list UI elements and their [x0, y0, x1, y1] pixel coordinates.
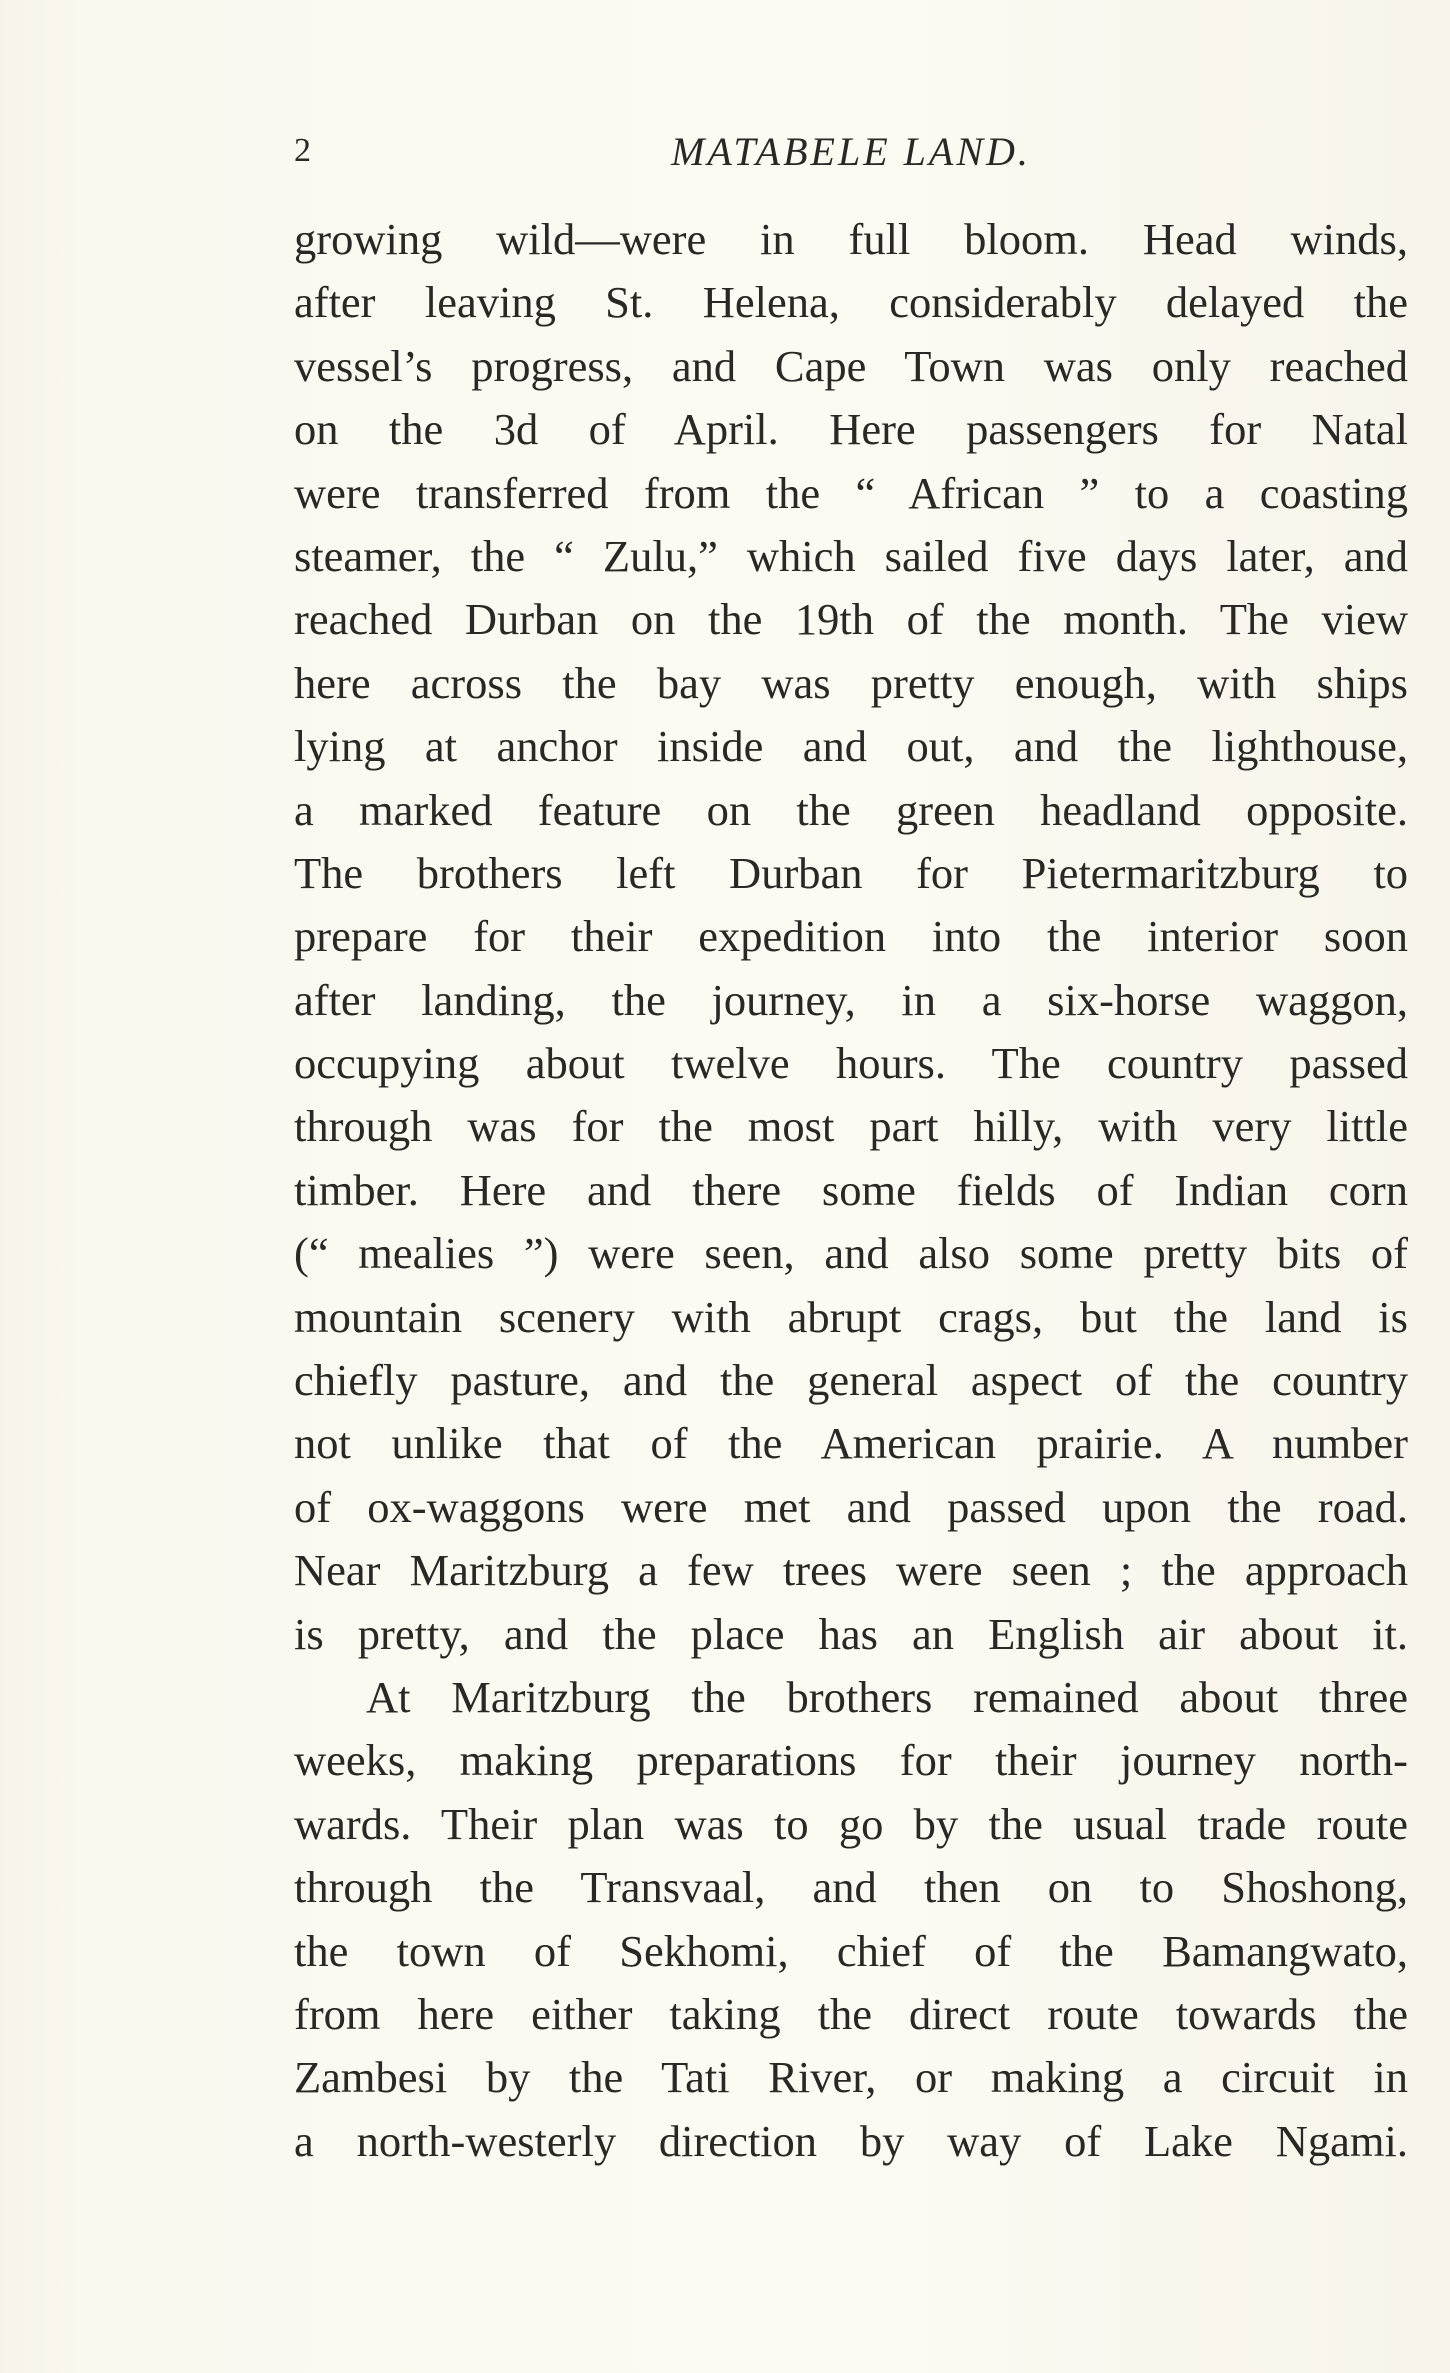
text-line: wards. Their plan was to go by the usual trade route	[294, 1798, 1408, 1849]
text-line: weeks, making preparations for their journey north-	[294, 1735, 1408, 1786]
text-line: of ox-waggons were met and passed upon the road.	[294, 1481, 1408, 1532]
text-line: is pretty, and the place has an English air about it.	[294, 1608, 1408, 1659]
text-line: through was for the most part hilly, with very little	[294, 1101, 1408, 1152]
text-line: timber. Here and there some fields of Indian corn	[294, 1164, 1408, 1215]
text-line: mountain scenery with abrupt crags, but the land is	[294, 1291, 1408, 1342]
text-line: were transferred from the “ African ” to a coasting	[294, 467, 1408, 518]
text-line: prepare for their expedition into the interior soon	[294, 911, 1408, 962]
text-line: chiefly pasture, and the general aspect of the country	[294, 1355, 1408, 1406]
text-line: a north-westerly direction by way of Lake Ngami.	[294, 2115, 1408, 2166]
text-line: vessel’s progress, and Cape Town was only reached	[294, 340, 1408, 391]
text-line: a marked feature on the green headland opposite.	[294, 784, 1408, 835]
text-line: from here either taking the direct route towards the	[294, 1988, 1408, 2039]
text-line: here across the bay was pretty enough, with ships	[294, 657, 1408, 708]
text-line: not unlike that of the American prairie. A number	[294, 1418, 1408, 1469]
running-title: MATABELE LAND.	[671, 129, 1031, 174]
text-line: lying at anchor inside and out, and the lighthouse,	[294, 721, 1408, 772]
text-line: on the 3d of April. Here passengers for Natal	[294, 404, 1408, 455]
page-number: 2	[294, 132, 312, 169]
text-line: through the Transvaal, and then on to Shoshong,	[294, 1862, 1408, 1913]
text-line: The brothers left Durban for Pietermaritzburg to	[294, 847, 1408, 898]
page-header	[294, 128, 1408, 178]
text-line-paragraph-start: At Maritzburg the brothers remained about three	[366, 1671, 1408, 1722]
text-line: steamer, the “ Zulu,” which sailed five days later, and	[294, 530, 1408, 581]
text-line: (“ mealies ”) were seen, and also some pretty bits of	[294, 1228, 1408, 1279]
text-line: reached Durban on the 19th of the month. The view	[294, 594, 1408, 645]
text-line: after leaving St. Helena, considerably delayed the	[294, 277, 1408, 328]
text-line: Near Maritzburg a few trees were seen ; the approach	[294, 1545, 1408, 1596]
text-line: the town of Sekhomi, chief of the Bamangwato,	[294, 1925, 1408, 1976]
body-text	[294, 208, 1408, 2173]
text-line: growing wild—were in full bloom. Head winds,	[294, 214, 1408, 264]
text-line: occupying about twelve hours. The country passed	[294, 1038, 1408, 1089]
text-line: Zambesi by the Tati River, or making a circuit in	[294, 2052, 1408, 2103]
text-line: after landing, the journey, in a six-horse waggon,	[294, 974, 1408, 1025]
